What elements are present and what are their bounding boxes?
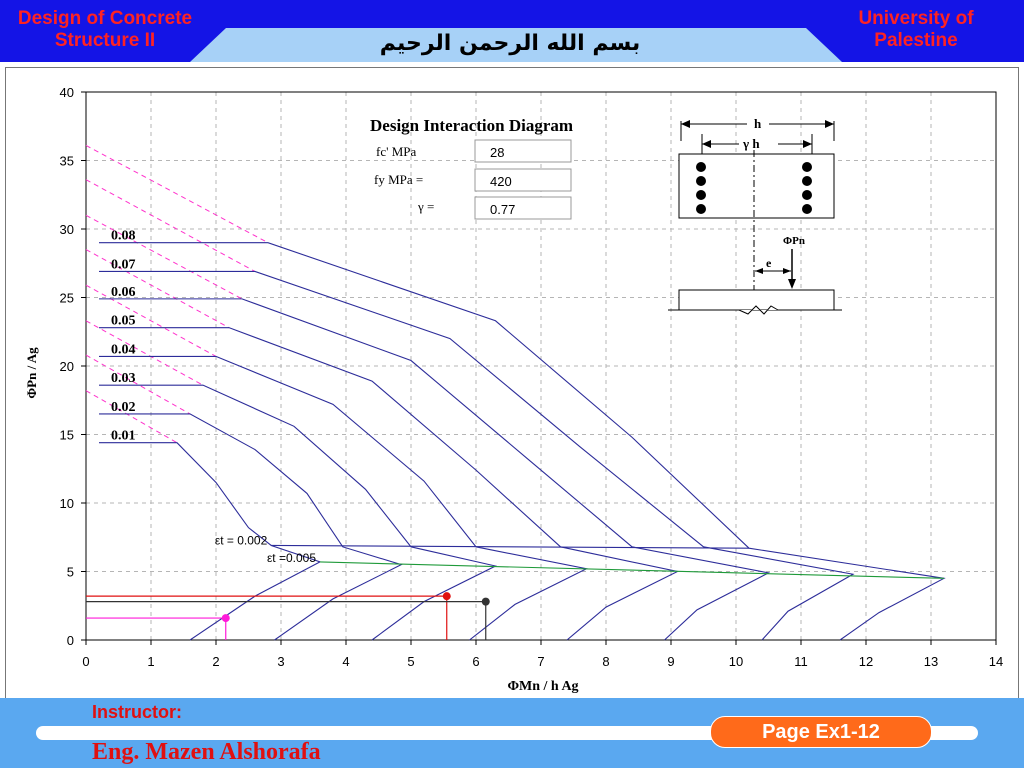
x-tick-label: 7: [537, 654, 545, 669]
design-point-marker: [482, 598, 490, 606]
cap-extension-line: [86, 215, 242, 299]
series-label: 0.07: [111, 257, 136, 273]
fy-label: fy MPa =: [374, 172, 424, 187]
interaction-curve: [99, 356, 587, 640]
interaction-curve: [99, 414, 401, 640]
x-tick-label: 5: [407, 654, 415, 669]
instructor-name: Eng. Mazen Alshorafa: [92, 739, 321, 765]
section-load-label: ΦPn: [783, 235, 805, 247]
section-h-label: h: [754, 116, 762, 131]
series-label: 0.02: [111, 399, 136, 415]
fc-input-value: 28: [490, 145, 505, 160]
x-tick-label: 6: [472, 654, 480, 669]
fc-label: fc' MPa: [376, 144, 417, 159]
series-label: 0.03: [111, 371, 136, 387]
y-tick-label: 20: [59, 359, 74, 374]
instructor-label: Instructor:: [92, 702, 182, 722]
interaction-curve: [99, 299, 769, 640]
section-ecc-label: e: [766, 256, 772, 270]
x-tick-label: 4: [342, 654, 350, 669]
course-title: [0, 8, 210, 52]
series-label: 0.05: [111, 313, 136, 329]
column-section-sketch: [668, 116, 842, 314]
x-tick-label: 11: [794, 654, 808, 669]
series-label: 0.06: [111, 284, 136, 300]
y-axis-label: ΦPn / Ag: [24, 347, 39, 399]
y-tick-label: 10: [59, 496, 74, 511]
series-label: 0.01: [111, 428, 136, 444]
interaction-diagram-chart: [6, 68, 1018, 698]
basmala-heading: بسم الله الرحمن الرحيم: [379, 31, 641, 56]
y-tick-label: 30: [59, 222, 74, 237]
chart-frame: [5, 67, 1019, 699]
input-panel-title: Design Interaction Diagram: [370, 116, 574, 135]
cap-extension-line: [86, 321, 203, 385]
x-tick-label: 12: [858, 654, 874, 669]
x-tick-label: 0: [82, 654, 90, 669]
section-gamma-h-label: γ h: [743, 136, 760, 151]
course-title-line2: Structure II: [54, 30, 156, 51]
x-tick-label: 3: [277, 654, 285, 669]
x-tick-label: 13: [923, 654, 939, 669]
y-tick-label: 25: [59, 290, 74, 306]
x-axis-label: ΦMn / h Ag: [507, 679, 579, 694]
strain-limit-label: εt = 0.002: [214, 533, 268, 548]
interaction-curve: [99, 328, 678, 640]
x-tick-label: 9: [667, 654, 675, 669]
university-name: [826, 8, 1006, 52]
y-tick-label: 35: [59, 153, 74, 169]
series-label: 0.04: [111, 342, 136, 358]
strain-limit-label: εt =0.005: [266, 550, 316, 565]
gamma-label: γ =: [418, 199, 435, 214]
fy-input-value: 420: [490, 174, 512, 189]
course-title-line1: Design of Concrete: [17, 8, 193, 29]
x-tick-label: 2: [212, 654, 220, 669]
design-point-marker: [443, 592, 451, 600]
x-tick-label: 14: [988, 654, 1004, 669]
university-line1: University of: [858, 8, 974, 29]
page-number-badge: [710, 716, 932, 748]
university-line2: Palestine: [874, 30, 958, 51]
interaction-curve: [99, 443, 320, 640]
x-tick-label: 1: [147, 654, 155, 669]
design-point-marker: [222, 614, 230, 622]
x-tick-label: 8: [602, 654, 610, 669]
page-number-label: Page Ex1-12: [762, 721, 880, 743]
y-tick-label: 5: [66, 564, 74, 580]
cap-extension-line: [86, 250, 229, 328]
cap-extension-line: [86, 355, 190, 414]
gamma-input-value: 0.77: [490, 202, 516, 217]
strain-line-layer: [215, 533, 944, 578]
y-tick-label: 0: [66, 633, 74, 648]
y-tick-label: 40: [59, 85, 74, 100]
x-tick-label: 10: [728, 654, 744, 669]
series-label: 0.08: [111, 228, 136, 244]
y-tick-label: 15: [59, 427, 74, 443]
